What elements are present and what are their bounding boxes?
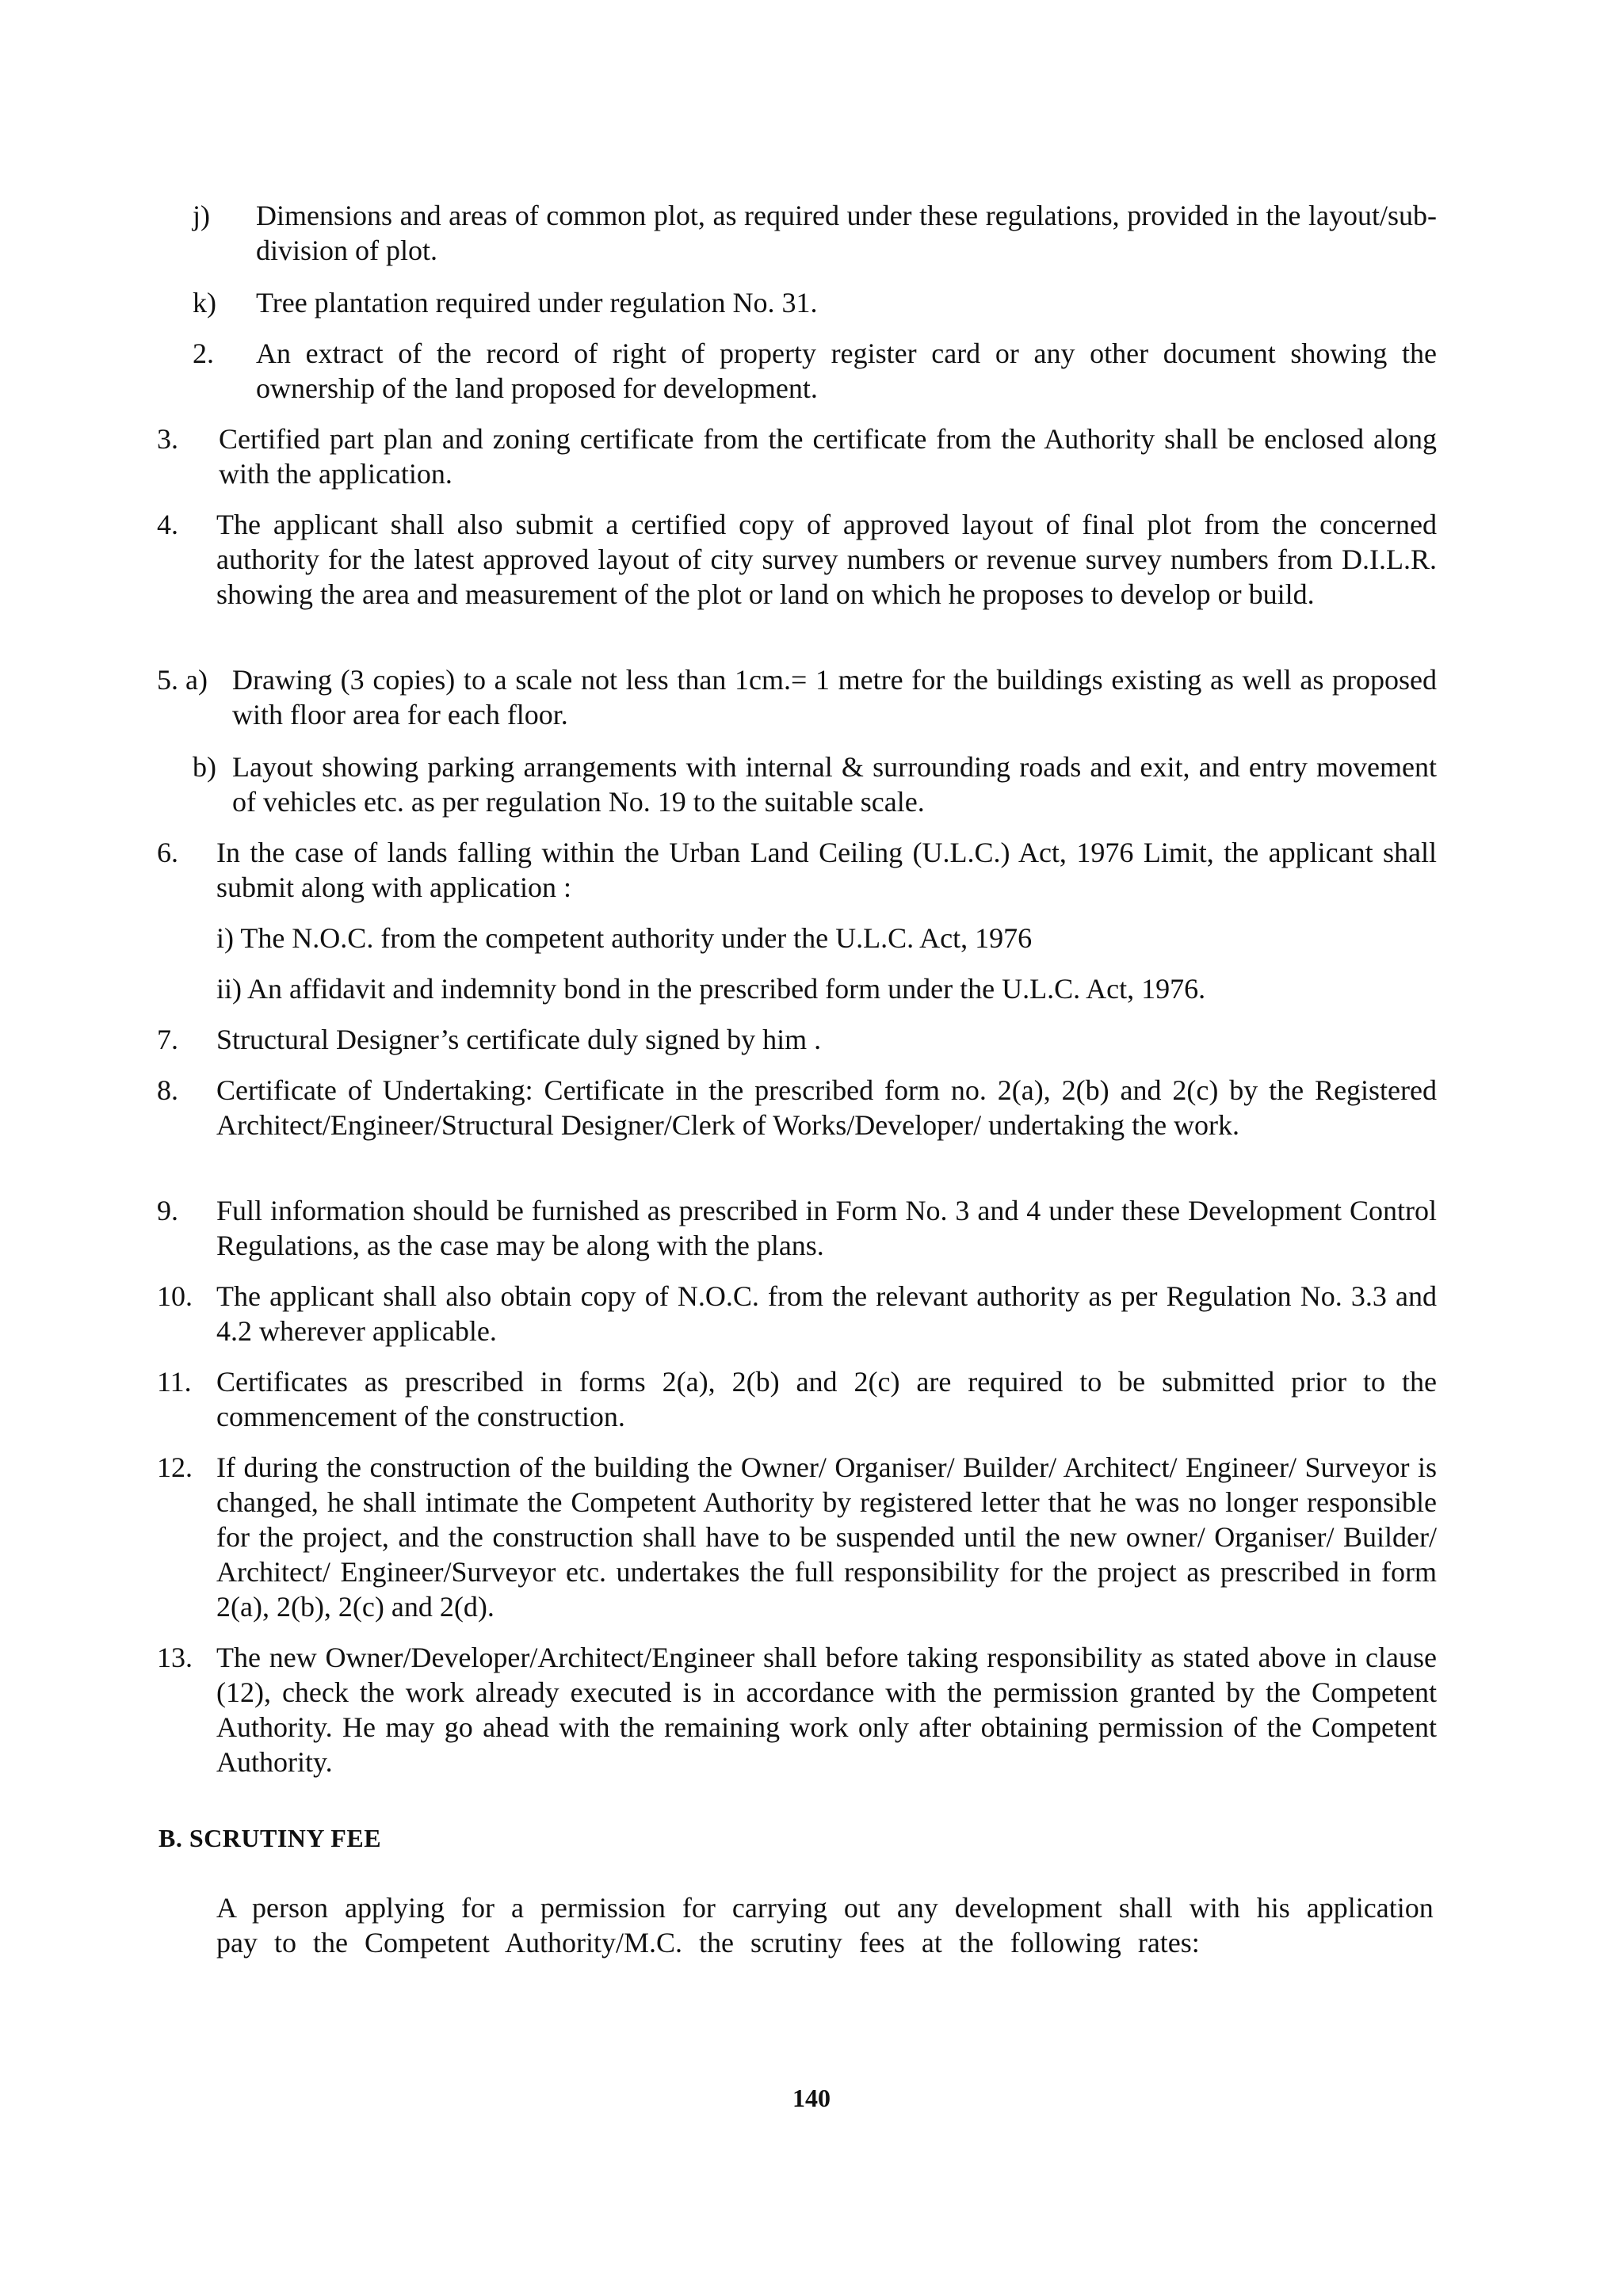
list-item-number: 9. [157,1195,178,1226]
list-item-text: If during the construction of the building the Owner/ Organiser/ Builder/ Architect/ Engineer/ Surveyor is changed, he shall intimate the Competent Authority by registered letter that he was no longer responsible for the project, and the construction shall have to be suspended until the new owner/ Organiser/ Builder/ Architect/ Engineer/Surveyor etc. undertakes the full responsibility for the project as prescribed in form 2(a), 2(b), 2(c) and 2(d). [216,1451,1437,1623]
list-item-6 [157,835,1437,905]
list-item-text: Dimensions and areas of common plot, as required under these regulations, provided in the layout/sub-division of plot. [256,200,1437,266]
list-item-number: 6. [157,837,178,868]
list-item-text: An extract of the record of right of property register card or any other document showing the ownership of the land proposed for development. [256,338,1437,404]
list-item-12 [157,1450,1437,1624]
list-subitem-i [216,921,1437,955]
list-item-k [193,285,1437,320]
list-item-number: 3. [157,423,178,455]
list-item-text: Tree plantation required under regulation No. 31. [256,287,818,318]
list-item-number: 12. [157,1451,193,1483]
list-item-number: k) [193,287,216,318]
list-item-j [193,198,1437,268]
list-item-text: i) The N.O.C. from the competent authority under the U.L.C. Act, 1976 [216,922,1033,954]
list-item-10 [157,1279,1437,1348]
list-item-text: Full information should be furnished as prescribed in Form No. 3 and 4 under these Development Control Regulations, as the case may be along with the plans. [216,1195,1437,1261]
list-item-text: ii) An affidavit and indemnity bond in the prescribed form under the U.L.C. Act, 1976. [216,973,1206,1005]
list-item-text: The new Owner/Developer/Architect/Engineer shall before taking responsibility as stated above in clause (12), check the work already executed is in accordance with the permission granted by the Competent Authority. He may go ahead with the remaining work only after obtaining permission of the Competent Authority. [216,1642,1437,1778]
list-item-9 [157,1193,1437,1263]
section-paragraph: A person applying for a permission for carrying out any development shall with his application pay to the Competent Authority/M.C. the scrutiny fees at the following rates: [216,1892,1434,1958]
list-item-text: The applicant shall also submit a certified copy of approved layout of final plot from the concerned authority for the latest approved layout of city survey numbers or revenue survey numbers from D.I.L.R. showing the area and measurement of the plot or land on which he proposes to develop or build. [216,509,1437,610]
page-number: 140 [792,2084,831,2112]
list-item-text: The applicant shall also obtain copy of N.O.C. from the relevant authority as per Regulation No. 3.3 and 4.2 wherever applicable. [216,1280,1437,1347]
list-item-5b [193,749,1437,819]
list-item-number: 2. [193,338,214,369]
list-item-text: Layout showing parking arrangements with internal & surrounding roads and exit, and entry movement of vehicles etc. as per regulation No. 19 to the suitable scale. [232,751,1437,818]
list-item-number: 5. a) [157,664,208,696]
list-item-number: 8. [157,1074,178,1106]
list-item-5a [157,662,1437,732]
list-item-number: j) [193,200,210,231]
section-heading: B. SCRUTINY FEE [158,1824,382,1852]
list-item-3 [157,421,1437,491]
list-item-text: Drawing (3 copies) to a scale not less than 1cm.= 1 metre for the buildings existing as well as proposed with floor area for each floor. [232,664,1437,730]
list-item-number: 10. [157,1280,193,1312]
list-item-11 [157,1364,1437,1434]
list-item-number: 13. [157,1642,193,1673]
list-item-text: Certified part plan and zoning certificate from the certificate from the Authority shall be enclosed along with the application. [219,423,1437,490]
list-item-number: b) [193,751,216,783]
list-item-text: In the case of lands falling within the Urban Land Ceiling (U.L.C.) Act, 1976 Limit, the applicant shall submit along with application : [216,837,1437,903]
list-item-text: Structural Designer’s certificate duly signed by him . [216,1024,822,1055]
list-item-4 [157,507,1437,612]
list-item-number: 7. [157,1024,178,1055]
list-item-text: Certificate of Undertaking: Certificate in the prescribed form no. 2(a), 2(b) and 2(c) by the Registered Architect/Engineer/Structural Designer/Clerk of Works/Developer/ undertaking the work. [216,1074,1437,1141]
list-item-2 [193,336,1437,406]
list-subitem-ii [216,971,1437,1006]
list-item-8 [157,1073,1437,1142]
list-item-number: 11. [157,1366,192,1398]
list-item-13 [157,1640,1437,1779]
list-item-7 [157,1022,1437,1057]
list-item-text: Certificates as prescribed in forms 2(a), 2(b) and 2(c) are required to be submitted prior to the commencement of the construction. [216,1366,1437,1432]
list-item-number: 4. [157,509,178,540]
